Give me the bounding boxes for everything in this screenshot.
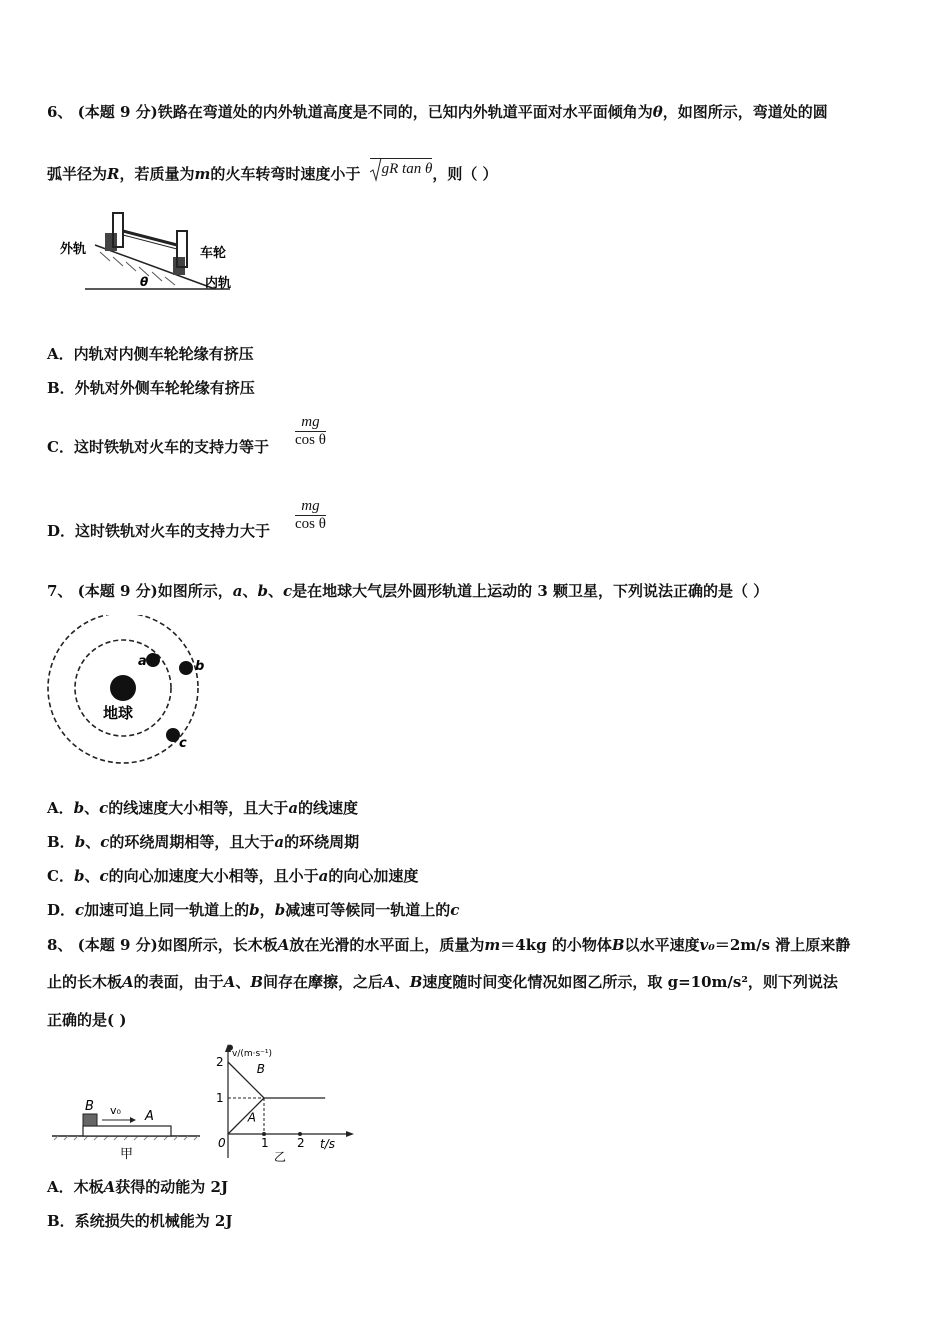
q8-score: (本题 9 分) [77,936,158,954]
sqrt-expression: gR tan θ [370,158,433,179]
series-line-a [228,1098,264,1134]
angle-label: θ [140,275,149,289]
chart-xlabel: t/s [320,1137,335,1151]
q6-option-a: A．内轨对内侧车轮轮缘有挤压 [47,345,254,363]
axis-top-dot [227,1045,233,1051]
q8-stem-line3: 正确的是( ) [47,1011,127,1029]
orbit-figure [45,615,220,775]
outer-rail-label: 外轨 [60,242,87,257]
velocity-v0-label: v₀ [110,1104,121,1117]
figure-jia-caption: 甲 [120,1147,134,1162]
q6-option-b: B．外轨对外侧车轮轮缘有挤压 [47,379,255,397]
q7-stem: 7、 (本题 9 分)如图所示，a、b、c是在地球大气层外圆形轨道上运动的 3 颗卫星，下列说法正确的是（ ） [47,582,769,600]
wheel-label: 车轮 [200,246,227,261]
sqrt-sign-icon [370,158,382,182]
q7-score: (本题 9 分) [77,582,158,600]
q6-number: 6、 [47,103,73,121]
tick-label-x: 2 [297,1136,305,1150]
chart-caption: 乙 [274,1150,287,1164]
series-label-b: B [256,1061,266,1076]
q7-option-a: A．b、c的线速度大小相等，且大于a的线速度 [47,799,359,817]
tick-label-y: 0 [218,1136,226,1150]
q6-option-d: D．这时铁轨对火车的支持力大于 [47,522,271,540]
q6-stem-line1: 6、 (本题 9 分)铁路在弯道处的内外轨道高度是不同的，已知内外轨道平面对水平面倾角为θ，如图所示，弯道处的圆 [47,103,828,121]
earth-label: 地球 [103,704,134,722]
inner-rail-label: 内轨 [205,276,232,291]
q6-score: (本题 9 分) [77,103,158,121]
board-a-label: A [145,1109,154,1124]
block-b-label: B [85,1099,94,1114]
q7-number: 7、 [47,582,73,600]
satellite-c-label: c [179,736,187,751]
q7-option-c: C．b、c的向心加速度大小相等，且小于a的向心加速度 [47,867,419,885]
q8-stem-line2: 止的长木板A的表面，由于A、B间存在摩擦，之后A、B速度随时间变化情况如图乙所示，取 g=10m/s²，则下列说法 [47,973,838,991]
q6-stem-line2: 弧半径为R，若质量为m的火车转弯时速度小于 gR tan θ，则（ ） [47,164,498,185]
q8-stem-line1: 8、 (本题 9 分)如图所示，长木板A放在光滑的水平面上，质量为m＝4kg 的小物体B以水平速度v₀＝2m/s 滑上原来静 [47,936,851,954]
board-figure [50,1090,210,1165]
q6-option-c: C．这时铁轨对火车的支持力等于 [47,438,269,456]
tick-label-y: 2 [216,1055,224,1069]
satellite-a-label: a [138,654,147,669]
fraction-c: $\frac{mg}{\text{cos θ}}$ [295,414,326,448]
q8-option-a: A．木板A获得的动能为 2J [47,1178,229,1196]
tick-label-x: 1 [261,1136,269,1150]
satellite-b-label: b [195,659,205,674]
fraction-d: $\frac{mg}{\text{cos θ}}$ [295,498,326,532]
tick-label-y: 1 [216,1091,224,1105]
q8-option-b: B．系统损失的机械能为 2J [47,1212,233,1230]
x-axis-arrow-icon [346,1131,354,1137]
rail-figure [55,205,255,300]
chart-ylabel: v/(m·s⁻¹) [232,1049,273,1059]
series-label-a: A [247,1110,257,1125]
vt-chart [210,1040,360,1165]
q7-option-b: B．b、c的环绕周期相等，且大于a的环绕周期 [47,833,360,851]
q8-number: 8、 [47,936,73,954]
series-line-b [228,1062,325,1098]
q7-option-d: D．c加速可追上同一轨道上的b，b减速可等候同一轨道上的c [47,901,460,919]
